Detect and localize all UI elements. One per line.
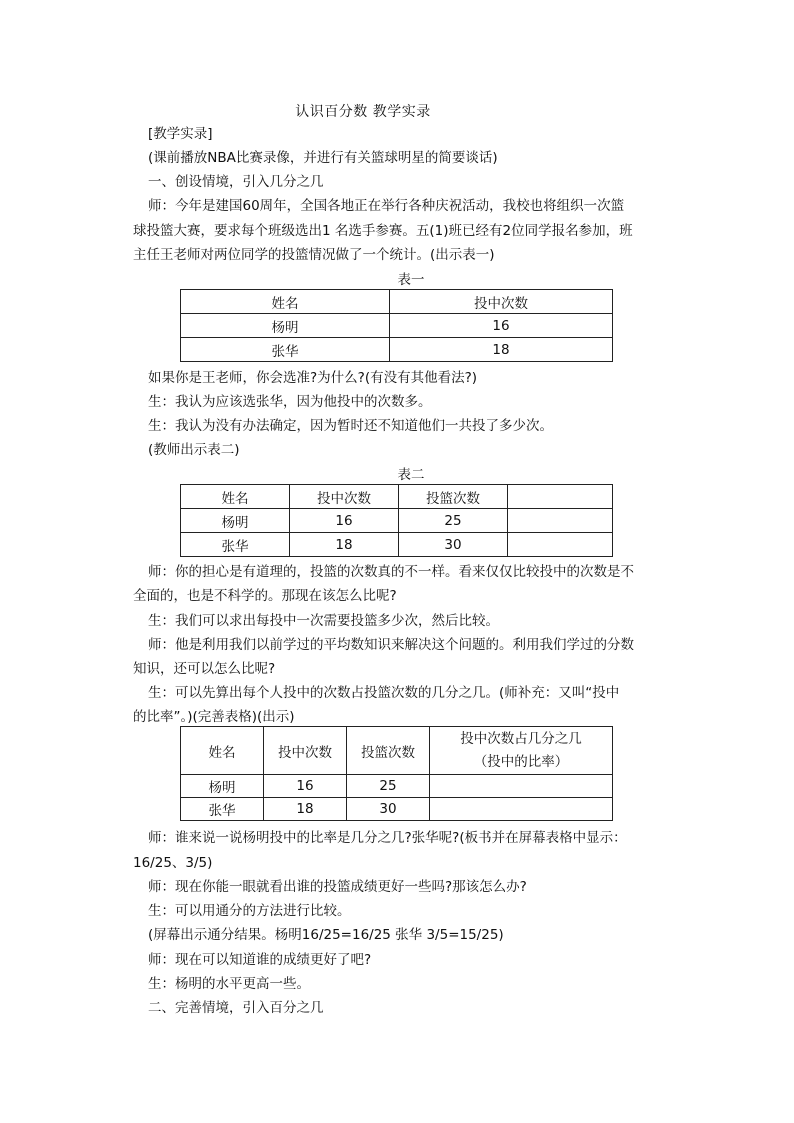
table-row: [181, 798, 613, 821]
paragraph-10-line-1: 师：谁来说一说杨明投中的比率是几分之几?张华呢?(板书并在屏幕表格中显示：: [148, 830, 627, 846]
table-cell: [508, 533, 613, 557]
table-2: [180, 484, 613, 557]
table-header-cell: 姓名: [181, 290, 390, 314]
paragraph-1-line-3: 主任王老师对两位同学的投篮情况做了一个统计。(出示表一): [133, 247, 495, 263]
ratio-header-line-2: （投中的比率）: [473, 753, 569, 770]
paragraph-5: (教师出示表二): [148, 442, 240, 458]
table-cell: 18: [390, 338, 613, 362]
document-title: 认识百分数 教学实录: [295, 104, 431, 120]
table-cell: 16: [264, 775, 347, 798]
paragraph-9-line-1: 生：可以先算出每个人投中的次数占投篮次数的几分之几。(师补充：又叫“投中: [148, 685, 620, 701]
table-cell: 张华: [181, 798, 264, 821]
table-cell: 杨明: [181, 509, 290, 533]
paragraph-12: 生：可以用通分的方法进行比较。: [148, 903, 351, 919]
table-3: [180, 726, 613, 821]
paragraph-2: 如果你是王老师，你会选准?为什么?(有没有其他看法?): [148, 370, 478, 386]
table-cell: 16: [290, 509, 399, 533]
table-2-caption: 表二: [397, 467, 425, 483]
table-cell: 18: [290, 533, 399, 557]
table-cell: [430, 798, 613, 821]
table-cell: 张华: [181, 533, 290, 557]
heading-2: 二、完善情境，引入百分之几: [148, 1000, 324, 1016]
table-cell: 杨明: [181, 314, 390, 338]
section-label: [教学实录]: [148, 126, 213, 142]
table-row: [181, 290, 613, 314]
table-cell: 25: [399, 509, 508, 533]
table-header-cell: 姓名: [181, 485, 290, 509]
ratio-header-line-1: 投中次数占几分之几: [460, 730, 582, 747]
paragraph-10-line-2: 16/25、3/5): [133, 855, 213, 871]
paragraph-6-line-2: 全面的，也是不科学的。那现在该怎么比呢?: [133, 588, 397, 604]
table-row: [181, 775, 613, 798]
paragraph-11: 师：现在你能一眼就看出谁的投篮成绩更好一些吗?那该怎么办?: [148, 879, 527, 895]
paragraph-9-line-2: 的比率”。)(完善表格)(出示): [133, 709, 295, 725]
heading-1: 一、创设情境，引入几分之几: [148, 174, 324, 190]
table-row: [181, 338, 613, 362]
paragraph-8-line-2: 知识，还可以怎么比呢?: [133, 661, 276, 677]
paragraph-14: 师：现在可以知道谁的成绩更好了吧?: [148, 952, 372, 968]
table-cell: [508, 509, 613, 533]
table-header-cell: 投中次数: [390, 290, 613, 314]
table-header-cell: [430, 727, 613, 775]
table-cell: 18: [264, 798, 347, 821]
table-cell: [430, 775, 613, 798]
table-header-cell: 投篮次数: [347, 727, 430, 775]
paragraph-15: 生：杨明的水平更高一些。: [148, 976, 310, 992]
paragraph-1-line-1: 师：今年是建国60周年，全国各地正在举行各种庆祝活动，我校也将组织一次篮: [148, 198, 625, 214]
table-row: [181, 314, 613, 338]
table-row: [181, 727, 613, 775]
paragraph-4: 生：我认为没有办法确定，因为暂时还不知道他们一共投了多少次。: [148, 418, 553, 434]
table-header-cell: 投中次数: [264, 727, 347, 775]
table-row: [181, 485, 613, 509]
table-cell: 杨明: [181, 775, 264, 798]
paragraph-3: 生：我认为应该选张华，因为他投中的次数多。: [148, 394, 432, 410]
table-cell: 张华: [181, 338, 390, 362]
paragraph-7: 生：我们可以求出每投中一次需要投篮多少次，然后比较。: [148, 613, 499, 629]
paragraph-8-line-1: 师：他是利用我们以前学过的平均数知识来解决这个问题的。利用我们学过的分数: [148, 637, 634, 653]
paragraph-13: (屏幕出示通分结果。杨明16/25=16/25 张华 3/5=15/25): [148, 927, 504, 943]
table-header-cell: [508, 485, 613, 509]
table-cell: 30: [399, 533, 508, 557]
table-1: [180, 289, 613, 362]
table-header-cell: 投中次数: [290, 485, 399, 509]
table-cell: 25: [347, 775, 430, 798]
table-row: [181, 533, 613, 557]
table-cell: 30: [347, 798, 430, 821]
table-row: [181, 509, 613, 533]
paragraph-intro: (课前播放NBA比赛录像，并进行有关篮球明星的简要谈话): [148, 150, 498, 166]
table-header-cell: 姓名: [181, 727, 264, 775]
table-1-caption: 表一: [397, 272, 425, 288]
table-header-cell: 投篮次数: [399, 485, 508, 509]
paragraph-6-line-1: 师：你的担心是有道理的，投篮的次数真的不一样。看来仅仅比较投中的次数是不: [148, 564, 634, 580]
table-cell: 16: [390, 314, 613, 338]
paragraph-1-line-2: 球投篮大赛，要求每个班级选出1 名选手参赛。五(1)班已经有2位同学报名参加，班: [133, 223, 633, 239]
